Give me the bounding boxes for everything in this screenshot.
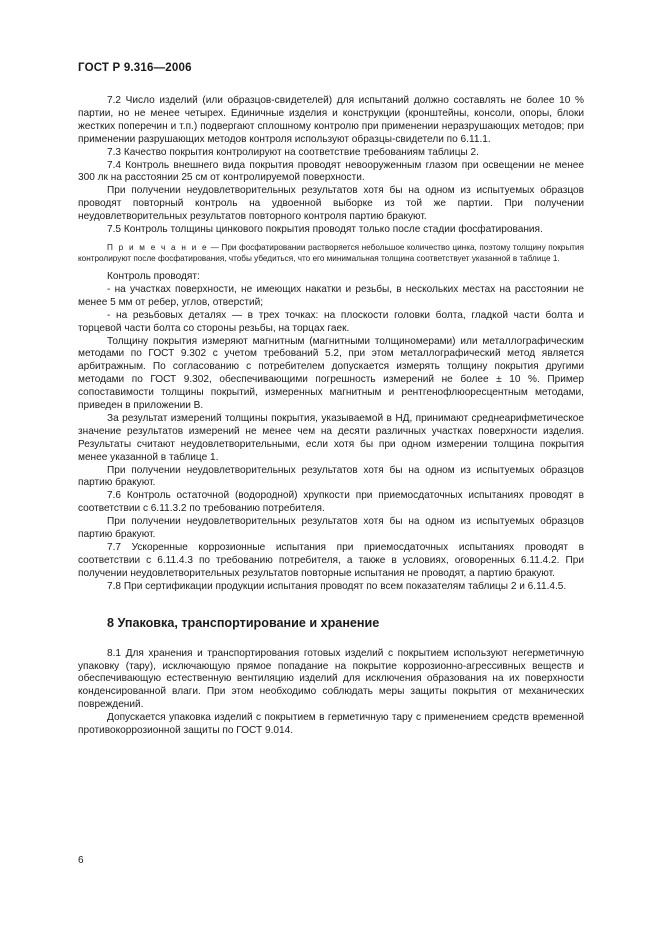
list-item-threaded: - на резьбовых деталях — в трех точках: на плоскости головки болта, гладкой части болта и торцевой части болта со стороны резьбы, на торцах гаек. (78, 309, 584, 334)
paragraph-7-2: 7.2 Число изделий (или образцов-свидетелей) для испытаний должно составлять не более 10 % партии, но не менее четырех. Единичные изделия и конструкции (кронштейны, консоли, опоры, блоки жестких поперечин и т.п.) подвергают сплошному контролю при применении неразрушающих методов; при применении разрушающих методов контроля используют образцы-свидетели по 6.11.1. (78, 95, 584, 145)
note-text: — При фосфатировании растворяется небольшое количество цинка, поэтому толщину покрытия контролируют после фосфатирования, чтобы убедиться, что его минимальная толщина соответствует указанной в таблице 1. (78, 242, 584, 263)
paragraph-7-6: 7.6 Контроль остаточной (водородной) хрупкости при приемосдаточных испытаниях проводят в соответствии с 6.11.3.2 по требованию потребителя. (78, 490, 584, 515)
paragraph-reject-2: При получении неудовлетворительных результатов хотя бы на одном из испытуемых образцов партию бракуют. (78, 516, 584, 541)
paragraph-7-4: 7.4 Контроль внешнего вида покрытия проводят невооруженным глазом при освещении не менее 300 лк на расстоянии 25 см от контролируемой поверхности. (78, 159, 584, 184)
paragraph-7-4-repeat: При получении неудовлетворительных результатов хотя бы на одном из испытуемых образцов проводят повторный контроль на удвоенной выборке из той же партии. При получении неудовлетворительных результатов повторного контроля партию бракуют. (78, 185, 584, 223)
paragraph-7-3: 7.3 Качество покрытия контролируют на соответствие требованиям таблицы 2. (107, 146, 479, 158)
paragraph-measurement-result: За результат измерений толщины покрытия, указываемой в НД, принимают среднеарифметическое значение результатов измерений не менее чем на десяти различных участках поверхности изделия. Результаты считают неудовлетворительными, если хотя бы при одном измерении толщина покрытия менее указанной в таблице 1. (78, 412, 584, 463)
page-header-standard: ГОСТ Р 9.316—2006 (78, 62, 192, 74)
paragraph-7-8: 7.8 При сертификации продукции испытания проводят по всем показателям таблицы 2 и 6.11.4.5. (107, 580, 567, 592)
paragraph-control: Контроль проводят: (107, 270, 200, 282)
paragraph-7-5: 7.5 Контроль толщины цинкового покрытия проводят только после стадии фосфатирования. (107, 224, 543, 236)
paragraph-thickness-methods: Толщину покрытия измеряют магнитным (магнитными толщиномерами) или металлографическим методами по ГОСТ 9.302 с учетом требований 5.2, при этом металлографический метод является арбитражным. По согласованию с потребителем допускается измерять толщину покрытия другими методами по ГОСТ 9.302, обеспечивающими погрешность измерений не более ± 10 %. Пример сопоставимости толщины покрытий, измеренных магнитным и рентгенофлюоресцентным методами, приведен в приложении В. (78, 335, 584, 412)
paragraph-8-2: Допускается упаковка изделий с покрытием в герметичную тару с применением средств временной противокоррозионной защиты по ГОСТ 9.014. (78, 712, 584, 737)
paragraph-7-7: 7.7 Ускоренные коррозионные испытания при приемосдаточных испытаниях проводят в соответствии с 6.11.4.3 по требованию потребителя, а также в условиях, оговоренных 6.11.4.2. При получении неудовлетворительных результатов повторные испытания не проводят, а партию бракуют. (78, 542, 584, 579)
section-8-heading: 8 Упаковка, транспортирование и хранение (107, 615, 380, 630)
paragraph-8-1: 8.1 Для хранения и транспортирования готовых изделий с покрытием используют негерметичную упаковку (тару), исключающую прямое попадание на покрытие коррозионно-агрессивных веществ и обеспечивающую естественную вентиляцию изделий для исключения образования на их поверхности конденсированной влаги. При этом необходимо соблюдать меры защиты покрытия от механических повреждений. (78, 647, 584, 711)
document-body (78, 95, 584, 738)
list-item-surface: - на участках поверхности, не имеющих накатки и резьбы, в нескольких местах на расстоянии не менее 5 мм от ребер, углов, отверстий; (78, 283, 584, 308)
paragraph-reject-1: При получении неудовлетворительных результатов хотя бы на одном из испытуемых образцов партию бракуют. (78, 464, 584, 489)
page-number: 6 (78, 855, 84, 866)
note-label: П р и м е ч а н и е (107, 242, 209, 252)
note (78, 242, 584, 264)
